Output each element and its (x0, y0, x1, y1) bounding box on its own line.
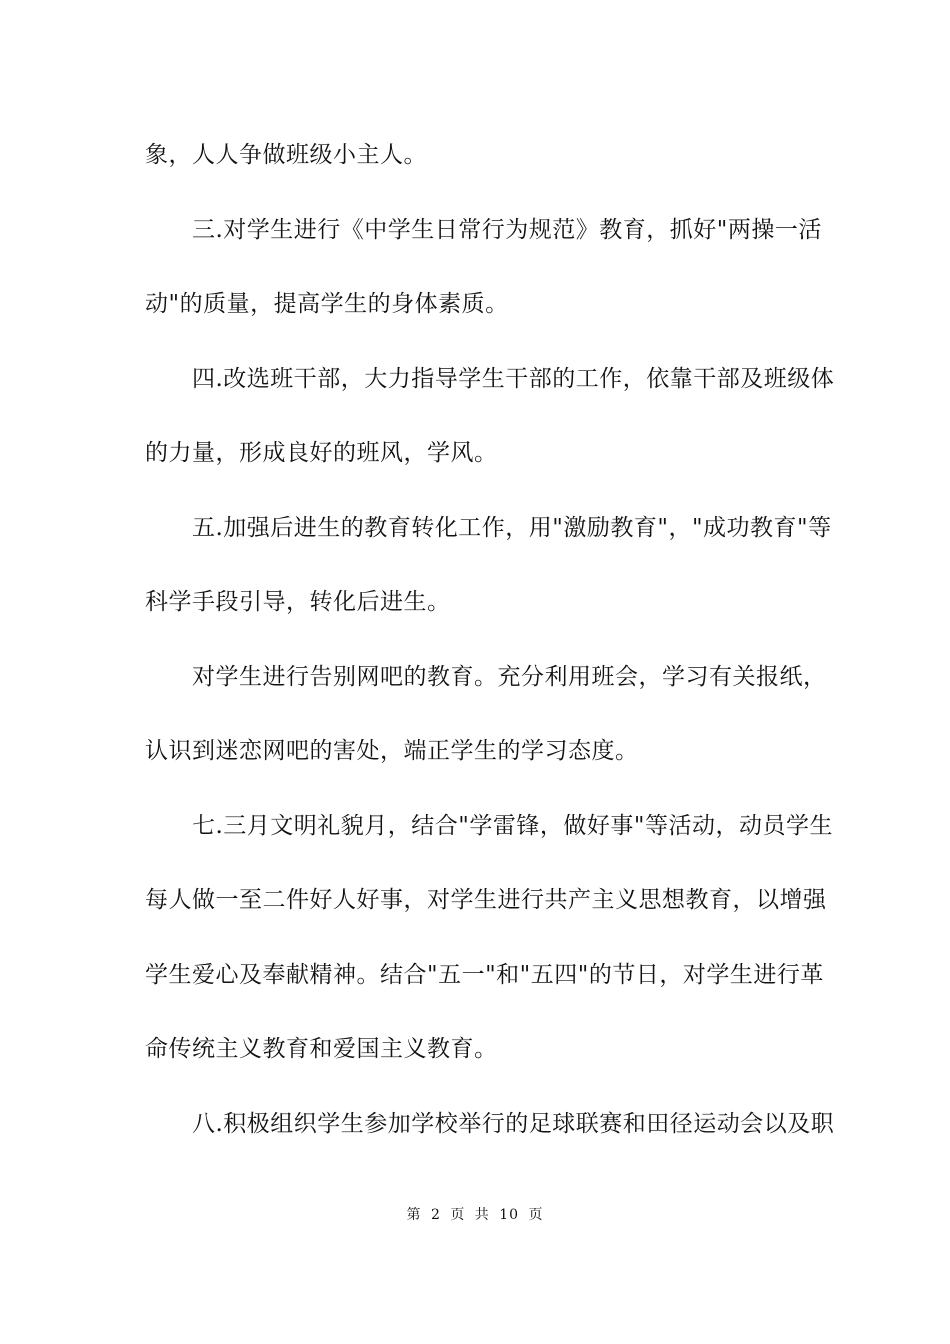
body-line: 命传统主义教育和爱国主义教育。 (145, 1036, 498, 1062)
body-line: 科学手段引导，转化后进生。 (145, 589, 451, 615)
footer-prefix: 第 (406, 1207, 422, 1223)
footer-page-word: 页 (450, 1207, 466, 1223)
body-line: 的力量，形成良好的班风，学风。 (145, 440, 498, 466)
footer-current-page: 2 (430, 1207, 441, 1223)
page-footer (0, 1206, 950, 1224)
body-line: 象，人人争做班级小主人。 (145, 142, 427, 168)
body-line: 学生爱心及奉献精神。结合"五一"和"五四"的节日，对学生进行革 (145, 962, 824, 988)
footer-suffix: 页 (528, 1207, 544, 1223)
body-line: 每人做一至二件好人好事，对学生进行共产主义思想教育，以增强 (145, 887, 827, 913)
footer-total-prefix: 共 (474, 1207, 490, 1223)
footer-total-pages: 10 (499, 1207, 520, 1223)
body-line-paragraph-start: 七.三月文明礼貌月，结合"学雷锋，做好事"等活动，动员学生 (192, 813, 833, 839)
body-line-paragraph-start: 五.加强后进生的教育转化工作，用"激励教育"，"成功教育"等 (192, 515, 832, 541)
body-line-paragraph-start: 四.改选班干部，大力指导学生干部的工作，依靠干部及班级体 (192, 366, 835, 392)
body-line-paragraph-start: 八.积极组织学生参加学校举行的足球联赛和田径运动会以及职 (192, 1111, 835, 1137)
body-line-paragraph-start: 对学生进行告别网吧的教育。充分利用班会，学习有关报纸， (192, 664, 827, 690)
body-line: 动"的质量，提高学生的身体素质。 (145, 291, 509, 317)
body-line: 认识到迷恋网吧的害处，端正学生的学习态度。 (145, 738, 639, 764)
body-line-paragraph-start: 三.对学生进行《中学生日常行为规范》教育，抓好"两操一活 (192, 217, 822, 243)
